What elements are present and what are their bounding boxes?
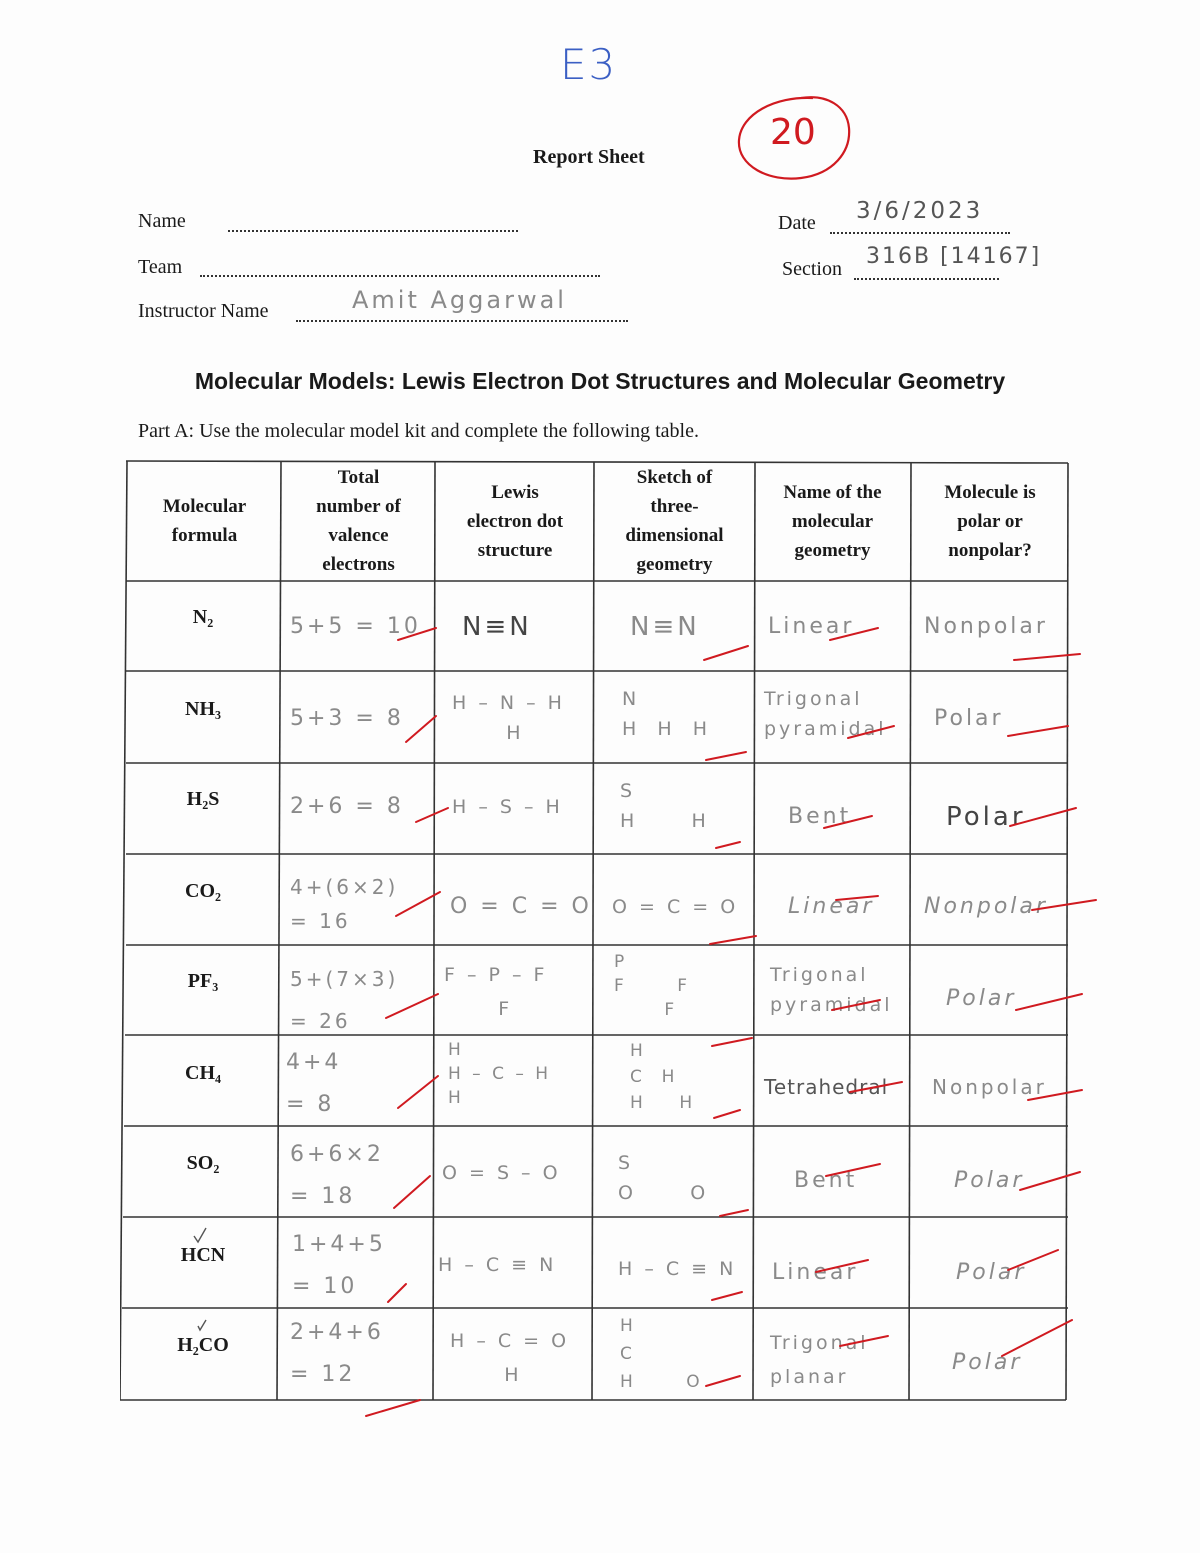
lewis-pf3: F – P – F F [444,964,548,1020]
formula-co2: CO₂ [185,880,221,902]
polarity-h2s: Polar [946,802,1026,832]
paper-code: E3 [560,40,618,89]
lewis-hcn: H – C ≡ N [438,1254,557,1276]
formula-n2: N₂ [192,606,214,628]
formula-hcn: HCN [180,1244,226,1266]
geometry-nh3: Trigonal pyramidal [764,688,887,740]
geometry-so2: Bent [794,1168,858,1193]
valence-h2co: 2+4+6 = 12 [290,1320,384,1387]
lewis-nh3: H – N – H H [452,692,565,744]
formula-ch4: CH₄ [185,1062,221,1084]
header-geometry-line: molecular [791,511,874,532]
sketch-ch4: H C H H H [630,1041,696,1113]
formula-nh3: NH₃ [185,698,221,720]
formula-so2: SO₂ [186,1152,220,1174]
instructor-label: Instructor Name [138,300,269,322]
geometry-co2: Linear [788,894,875,919]
sketch-h2co: H C H O [620,1316,703,1392]
valence-h2s: 2+6 = 8 [290,794,404,819]
header-valence-line: valence [328,525,389,546]
name-label: Name [138,210,186,232]
date-value: 3/6/2023 [856,198,984,224]
sketch-nh3: N H H H [622,688,711,740]
valence-pf3: 5+(7×3) = 26 [290,967,399,1033]
sketch-n2: N≡N [630,612,700,642]
report-title: Report Sheet [533,146,645,168]
score-value: 20 [770,112,816,153]
header-polarity-line: nonpolar? [948,540,1032,561]
formula-pf3: PF₃ [187,970,219,992]
header-lewis-line: structure [477,540,553,561]
polarity-so2: Polar [954,1168,1025,1193]
polarity-ch4: Nonpolar [932,1075,1047,1099]
instructor-value: Amit Aggarwal [352,286,567,314]
valence-ch4: 4+4 = 8 [286,1050,342,1117]
lewis-co2: O = C = O [450,894,592,919]
geometry-hcn: Linear [772,1260,859,1285]
formula-h2co: H₂CO [177,1334,229,1356]
header-formula-line: Molecular [162,496,247,517]
header-sketch-line: dimensional [625,525,724,546]
header-sketch-line: three- [650,496,699,517]
header-lewis-line: electron dot [466,511,564,532]
sketch-co2: O = C = O [612,896,739,918]
date-label: Date [778,212,816,234]
valence-hcn: 1+4+5 = 10 [292,1232,386,1299]
sketch-h2s: S H H [620,780,709,832]
geometry-pf3: Trigonal pyramidal [770,964,893,1016]
valence-co2: 4+(6×2) = 16 [290,875,399,933]
geometry-ch4: Tetrahedral [764,1075,889,1099]
sketch-hcn: H – C ≡ N [618,1258,737,1280]
polarity-hcn: Polar [956,1260,1027,1285]
polarity-nh3: Polar [934,706,1004,731]
polarity-co2: Nonpolar [924,894,1048,919]
header-formula-line: formula [171,525,238,546]
formula-h2s: H₂S [186,788,220,810]
lewis-h2co: H – C = O H [450,1330,570,1386]
header-polarity-line: polar or [957,511,1023,532]
lewis-ch4: H H – C – H H [448,1040,552,1108]
header-sketch-line: geometry [636,554,713,575]
main-heading: Molecular Models: Lewis Electron Dot Structures and Molecular Geometry [194,368,1006,394]
section-value: 316B [14167] [866,244,1042,269]
polarity-n2: Nonpolar [924,614,1048,639]
header-geometry-line: Name of the [783,482,882,503]
geometry-h2s: Bent [788,804,852,829]
header-sketch-line: Sketch of [636,467,713,488]
polarity-h2co: Polar [952,1350,1023,1375]
valence-so2: 6+6×2 = 18 [290,1142,384,1209]
lewis-so2: O = S – O [442,1162,561,1184]
valence-n2: 5+5 = 10 [290,614,421,639]
lewis-n2: N≡N [462,612,532,642]
header-geometry-line: geometry [794,540,871,561]
part-a-instructions: Part A: Use the molecular model kit and complete the following table. [138,420,699,442]
geometry-h2co: Trigonal planar [770,1332,869,1388]
valence-nh3: 5+3 = 8 [290,706,404,731]
header-polarity-line: Molecule is [944,482,1036,503]
header-valence-line: electrons [322,554,395,575]
team-label: Team [138,256,183,278]
header-valence-line: Total [337,467,380,488]
lewis-h2s: H – S – H [452,796,563,818]
polarity-pf3: Polar [946,986,1017,1011]
geometry-n2: Linear [768,614,855,639]
sketch-pf3: P F F F [614,952,690,1020]
section-label: Section [782,258,842,280]
sketch-so2: S O O [618,1152,709,1204]
header-valence-line: number of [316,496,401,517]
header-lewis-line: Lewis [491,482,539,503]
